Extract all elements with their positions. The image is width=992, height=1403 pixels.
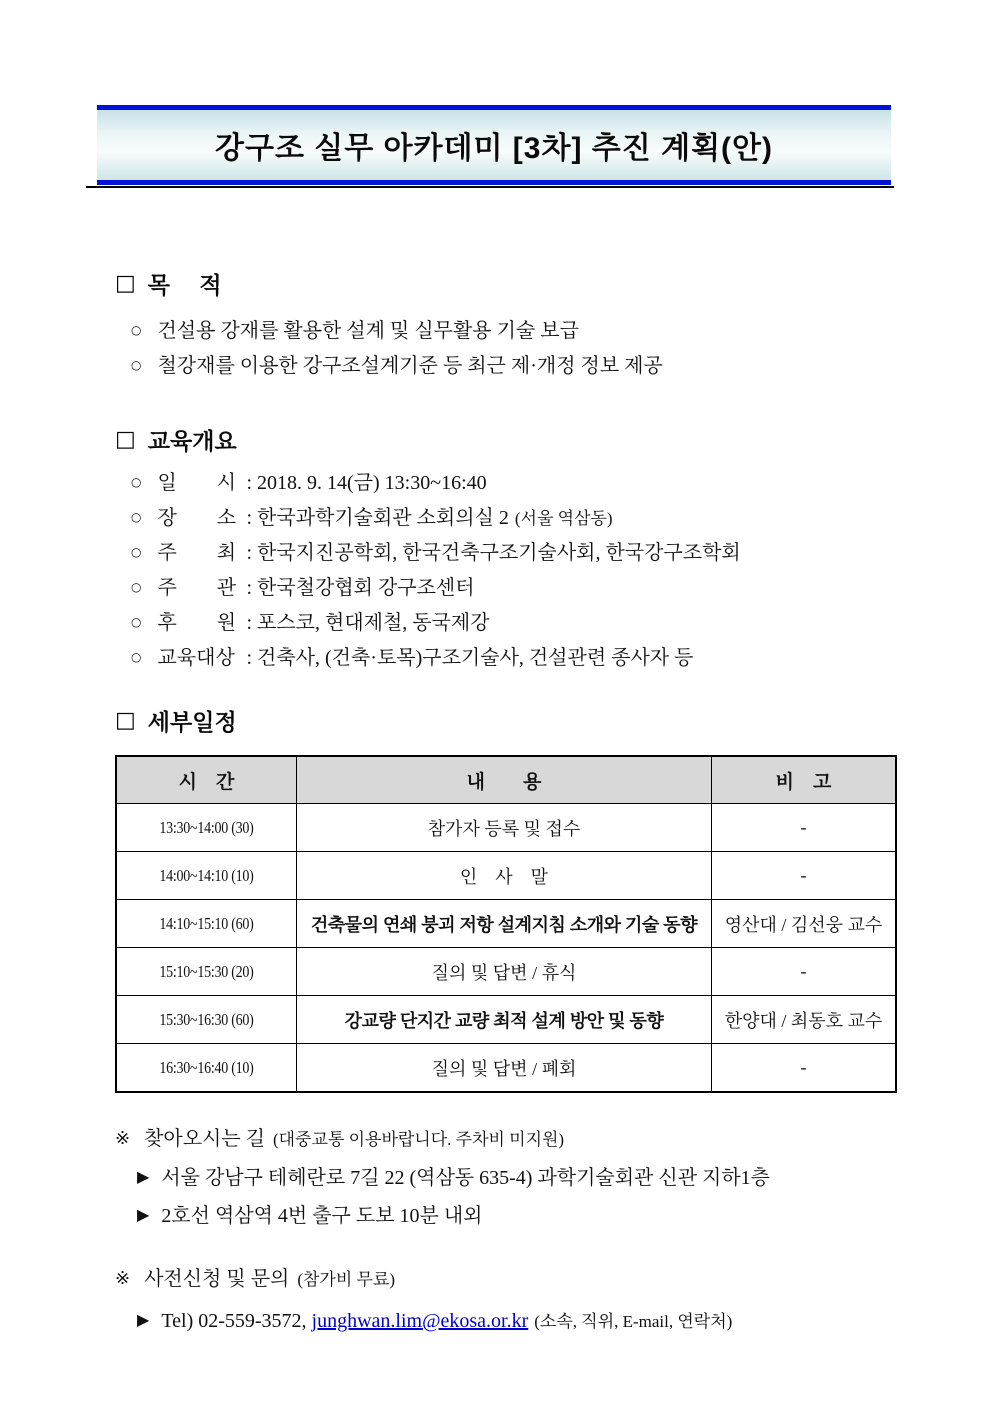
cell-content: 참가자 등록 및 접수 [296, 804, 711, 852]
overview-item [115, 536, 905, 571]
circle-bullet-icon: ○ [131, 545, 142, 559]
overview-label: 교육대상 [157, 647, 235, 669]
col-header-remark: 비 고 [712, 756, 896, 804]
col-header-content: 내 용 [296, 756, 711, 804]
cell-time: 15:30~16:30 (60) [116, 996, 296, 1044]
overview-value: 한국과학기술회관 소회의실 2 [257, 507, 509, 529]
schedule-table [115, 755, 897, 1093]
cell-time: 14:10~15:10 (60) [116, 900, 296, 948]
schedule-section [115, 705, 905, 1093]
purpose-heading [115, 268, 905, 298]
directions-note [115, 1122, 905, 1237]
contact-line [137, 1307, 905, 1345]
note-title: 찾아오시는 길 [144, 1128, 266, 1150]
reference-marker-icon: ※ [115, 1128, 131, 1148]
col-header-time: 시 간 [116, 756, 296, 804]
overview-separator: : [241, 507, 258, 529]
cell-time: 16:30~16:40 (10) [116, 1044, 296, 1093]
overview-label: 주 최 [157, 542, 237, 564]
square-marker-icon: □ [115, 707, 136, 733]
circle-bullet-icon: ○ [131, 510, 142, 524]
overview-value: 포스코, 현대제철, 동국제강 [257, 612, 490, 634]
overview-label: 후 원 [157, 612, 237, 634]
overview-separator: : [241, 542, 258, 564]
overview-item [115, 606, 905, 641]
cell-content: 인 사 말 [296, 852, 711, 900]
cell-remark: - [712, 1044, 896, 1093]
cell-remark: 영산대 / 김선웅 교수 [712, 900, 896, 948]
overview-label: 일 시 [157, 472, 237, 494]
table-header-row [116, 756, 896, 804]
table-row [116, 948, 896, 996]
overview-heading-label: 교육개요 [147, 427, 237, 454]
overview-item [115, 641, 905, 676]
directions-title-line [115, 1122, 905, 1151]
schedule-heading-label: 세부일정 [147, 708, 237, 735]
cell-content: 건축물의 연쇄 붕괴 저항 설계지침 소개와 기술 동향 [296, 900, 711, 948]
cell-content: 질의 및 답변 / 휴식 [296, 948, 711, 996]
overview-label: 주 관 [157, 577, 237, 599]
arrow-bullet-icon: ▶ [137, 1167, 150, 1186]
overview-separator: : [241, 647, 258, 669]
overview-value: 한국지진공학회, 한국건축구조기술사회, 한국강구조학회 [257, 542, 741, 564]
direction-text: 2호선 역삼역 4번 출구 도보 10분 내외 [161, 1205, 483, 1227]
cell-remark: - [712, 804, 896, 852]
cell-content: 질의 및 답변 / 폐회 [296, 1044, 711, 1093]
square-marker-icon: □ [115, 426, 136, 452]
overview-separator: : [241, 577, 258, 599]
direction-item [137, 1161, 905, 1199]
bullet-text: 건설용 강재를 활용한 설계 및 실무활용 기술 보급 [157, 320, 579, 342]
registration-note [115, 1262, 905, 1345]
table-row [116, 804, 896, 852]
direction-item [137, 1199, 905, 1237]
bullet-text: 철강재를 이용한 강구조설계기준 등 최근 제·개정 정보 제공 [157, 355, 663, 377]
circle-bullet-icon: ○ [131, 650, 142, 664]
direction-text: 서울 강남구 테헤란로 7길 22 (역삼동 635-4) 과학기술회관 신관 지하1층 [161, 1167, 770, 1189]
banner-bottom-rule [97, 180, 891, 185]
purpose-section [115, 268, 905, 384]
note-subtext: (대중교통 이용바랍니다. 주차비 미지원) [273, 1130, 565, 1149]
cell-remark: 한양대 / 최동호 교수 [712, 996, 896, 1044]
overview-value: 건축사, (건축·토목)구조기술사, 건설관련 종사자 등 [257, 647, 694, 669]
schedule-heading [115, 705, 905, 735]
directions-items [137, 1161, 905, 1237]
square-marker-icon: □ [115, 270, 136, 296]
table-row [116, 900, 896, 948]
table-row [116, 996, 896, 1044]
bullet-item [115, 314, 905, 349]
cell-content: 강교량 단지간 교량 최적 설계 방안 및 동향 [296, 996, 711, 1044]
cell-remark: - [712, 948, 896, 996]
circle-bullet-icon: ○ [131, 615, 142, 629]
circle-bullet-icon: ○ [131, 475, 142, 489]
table-row [116, 1044, 896, 1093]
circle-bullet-icon: ○ [131, 323, 142, 337]
overview-items [115, 466, 905, 676]
overview-value: 한국철강협회 강구조센터 [257, 577, 475, 599]
table-row [116, 852, 896, 900]
contact-suffix: (소속, 직위, E-mail, 연락처) [534, 1312, 733, 1331]
cell-time: 15:10~15:30 (20) [116, 948, 296, 996]
circle-bullet-icon: ○ [131, 358, 142, 372]
overview-separator: : [241, 472, 258, 494]
purpose-bullets [115, 314, 905, 384]
overview-item [115, 501, 905, 536]
arrow-bullet-icon: ▶ [137, 1205, 150, 1224]
cell-remark: - [712, 852, 896, 900]
banner-body [97, 110, 891, 180]
note-subtext: (참가비 무료) [297, 1270, 396, 1289]
title-banner [97, 105, 891, 185]
overview-item [115, 571, 905, 606]
overview-value: 2018. 9. 14(금) 13:30~16:40 [257, 472, 487, 494]
overview-separator: : [241, 612, 258, 634]
cell-time: 14:00~14:10 (10) [116, 852, 296, 900]
cell-time: 13:30~14:00 (30) [116, 804, 296, 852]
arrow-bullet-icon: ▶ [137, 1310, 150, 1329]
reference-marker-icon: ※ [115, 1268, 131, 1288]
email-link[interactable]: junghwan.lim@ekosa.or.kr [311, 1310, 529, 1332]
overview-label: 장 소 [157, 507, 237, 529]
overview-note: (서울 역삼동) [514, 509, 613, 528]
contact-prefix: Tel) 02-559-3572, [161, 1310, 312, 1332]
note-title: 사전신청 및 문의 [144, 1268, 290, 1290]
overview-heading [115, 424, 905, 454]
banner-underline [86, 186, 894, 188]
bullet-item [115, 349, 905, 384]
page-title: 강구조 실무 아카데미 [3차] 추진 계획(안) [214, 132, 774, 165]
overview-item [115, 466, 905, 501]
purpose-heading-label: 목 적 [147, 271, 222, 298]
registration-title-line [115, 1262, 905, 1291]
circle-bullet-icon: ○ [131, 580, 142, 594]
overview-section [115, 424, 905, 676]
